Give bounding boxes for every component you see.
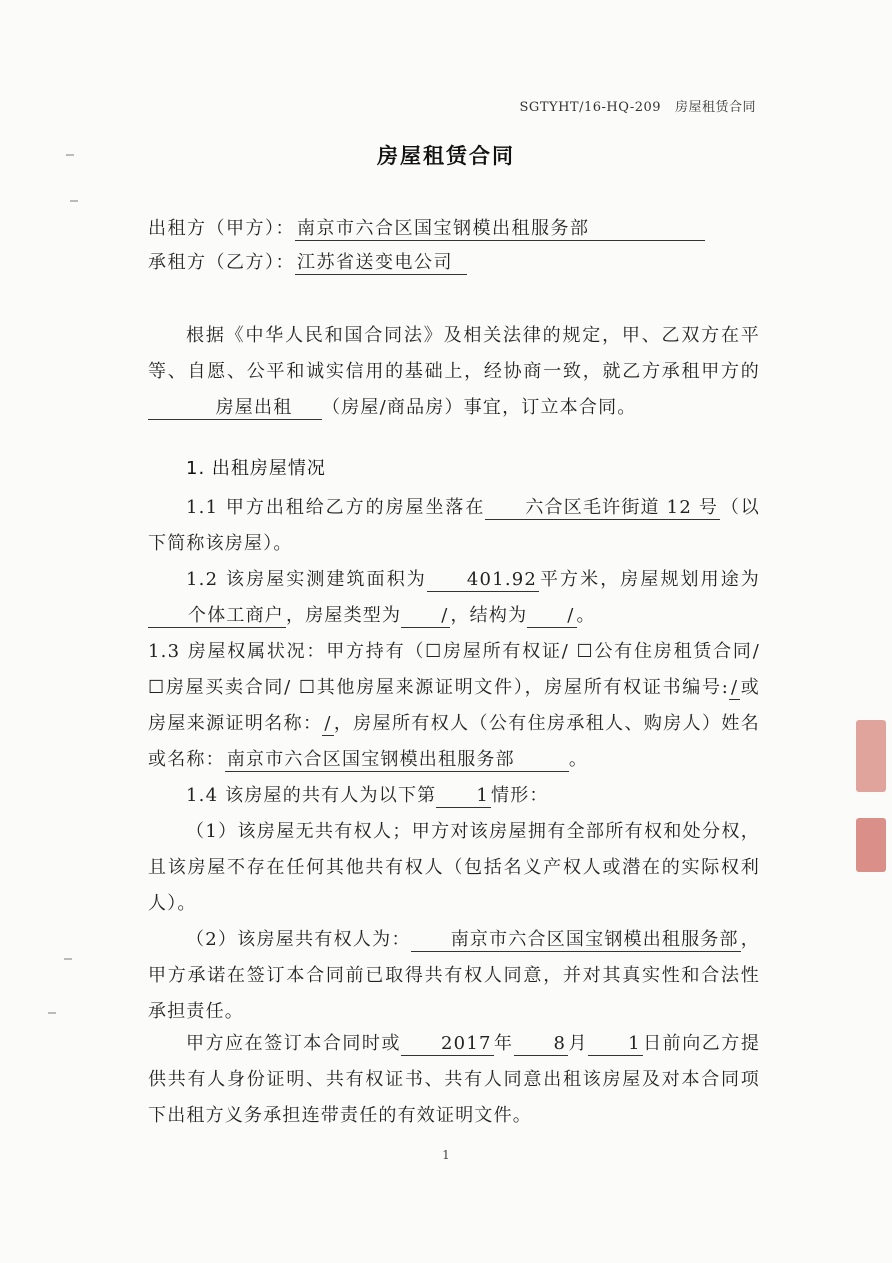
header-doc-type: 房屋租赁合同 (674, 100, 756, 115)
clause-1-1-text-a: 1.1 甲方出租给乙方的房屋坐落在 (186, 497, 486, 518)
scan-speck (66, 154, 74, 156)
clause-1-2-text-c: ，房屋类型为 (286, 605, 402, 626)
case-2-text-b: ，甲方承诺在签订本合同前已取得共有权人同意，并对其真实性和合法性承担责任。 (148, 929, 760, 1022)
clause-1-3-text-c: ，房屋所有权人（公有住房承租人、购房人）姓名或名称： (148, 713, 760, 770)
page-title: 房屋租赁合同 (377, 144, 515, 168)
deadline-text-b: 年 (493, 1033, 514, 1054)
clause-1-2 (148, 562, 760, 634)
seal-fragment-bottom (856, 818, 886, 872)
clause-1-3-text-d: 。 (568, 749, 589, 770)
clause-1-4-text-a: 1.4 该房屋的共有人为以下第 (186, 785, 437, 806)
cert-number: / (731, 677, 739, 698)
house-area: 401.92 (427, 570, 539, 592)
clause-1-4 (148, 778, 760, 814)
clause-1-3-text-a: 1.3 房屋权属状况：甲方持有（☐房屋所有权证/ ☐公有住房租赁合同/ ☐房屋买卖合同/ ☐其他房屋来源证明文件），房屋所有权证书编号: (148, 641, 760, 698)
intro-text-b: （房屋/商品房）事宜，订立本合同。 (322, 397, 637, 418)
lessor-label: 出租方（甲方）： (148, 218, 295, 239)
deadline-day: 1 (588, 1034, 643, 1056)
scan-speck (48, 1012, 56, 1014)
co-owner-name: 南京市六合区国宝钢模出租服务部 (411, 930, 741, 952)
deadline-text-d: 日前向乙方提供共有人身份证明、共有权证书、共有人同意出租该房屋及对本合同项下出租方义务承担连带责任的有效证明文件。 (148, 1033, 761, 1126)
lessee-name: 江苏省送变电公司 (295, 253, 467, 275)
case-1-paragraph: （1）该房屋无共有权人；甲方对该房屋拥有全部所有权和处分权，且该房屋不存在任何其他共有权人（包括名义产权人或潜在的实际权利人）。 (148, 821, 760, 914)
case-2-paragraph (148, 922, 760, 1030)
house-structure: / (527, 606, 576, 628)
section-heading: 1. 出租房屋情况 (186, 458, 326, 479)
clause-1-2-text-a: 1.2 该房屋实测建筑面积为 (186, 569, 427, 590)
intro-text-a: 根据《中华人民和国合同法》及相关法律的规定，甲、乙双方在平等、自愿、公平和诚实信用的基础上，经协商一致，就乙方承租甲方的 (148, 325, 760, 382)
co-owner-case: 1 (436, 786, 491, 808)
deadline-text-c: 月 (568, 1033, 589, 1054)
clause-1-1 (148, 490, 760, 562)
clause-1-2-text-e: 。 (576, 605, 596, 626)
deadline-paragraph (148, 1026, 760, 1134)
clause-1-2-text-d: ，结构为 (450, 605, 528, 626)
house-address: 六合区毛许街道 12 号 (485, 498, 720, 520)
scan-speck (70, 200, 78, 202)
cert-name: / (324, 713, 332, 734)
intro-purpose: 房屋出租 (148, 398, 322, 420)
deadline-year: 2017 (401, 1034, 494, 1056)
house-type: / (401, 606, 450, 628)
seal-fragment-top (856, 720, 886, 792)
house-owner: 南京市六合区国宝钢模出租服务部 (225, 750, 569, 772)
header-code-text: SGTYHT/16-HQ-209 (519, 100, 662, 115)
document-code (520, 96, 756, 115)
clause-1-3 (148, 634, 760, 778)
clause-1-3-text-b: 或房屋来源证明名称： (148, 677, 760, 734)
clause-1-2-text-b: 平方米，房屋规划用途为 (539, 569, 760, 590)
intro-paragraph (148, 318, 760, 426)
clause-1-1-text-b: （以下简称该房屋）。 (148, 497, 761, 554)
deadline-text-a: 甲方应在签订本合同时或 (186, 1033, 402, 1054)
page-number: 1 (442, 1148, 450, 1162)
lessor-name: 南京市六合区国宝钢模出租服务部 (295, 219, 705, 241)
lessee-label: 承租方（乙方）： (148, 252, 295, 273)
lessor-line (148, 214, 705, 241)
clause-1-4-text-b: 情形： (491, 785, 549, 806)
lessee-line (148, 248, 467, 275)
house-use: 个体工商户 (148, 606, 286, 628)
scan-speck (64, 958, 72, 960)
case-2-text-a: （2）该房屋共有权人为： (186, 929, 411, 950)
deadline-month: 8 (514, 1034, 569, 1056)
